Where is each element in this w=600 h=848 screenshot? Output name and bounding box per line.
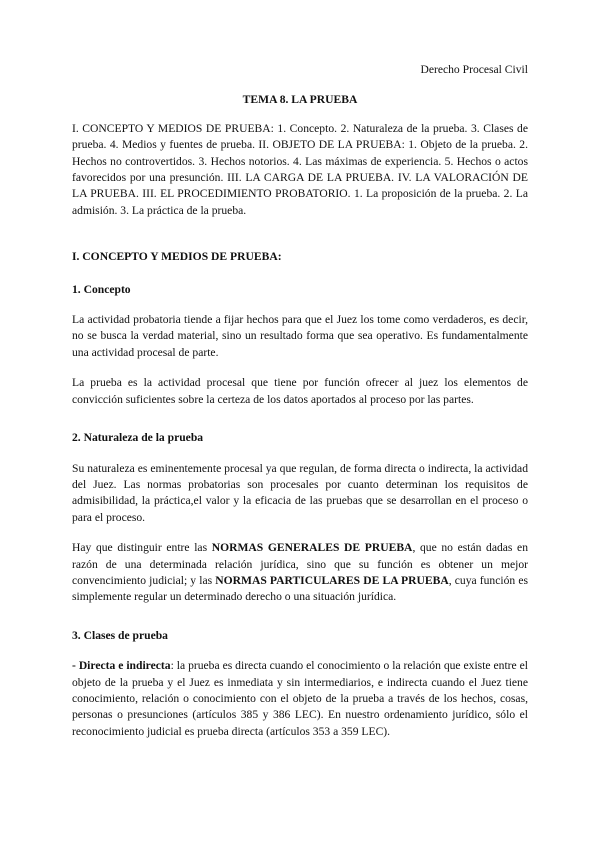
bold-term-directa-indirecta: - Directa e indirecta xyxy=(72,659,171,673)
paragraph-concepto-2: La prueba es la actividad procesal que tiene por función ofrecer al juez los elementos de convicción suficientes sobre la certeza de los datos aportados al proceso por las partes. xyxy=(72,376,528,406)
subsection-heading-concepto: 1. Concepto xyxy=(72,282,131,296)
paragraph-naturaleza-1: Su naturaleza es eminentemente procesal ya que regulan, de forma directa o indirecta, la actividad del Juez. Las normas probatorias son procesales por cuanto determinan los requisitos de admisibilidad, la práctica,el valor y la eficacia de las pruebas que se desarrollan en el proceso o para el proceso. xyxy=(72,461,528,524)
document-page xyxy=(72,62,528,754)
subsection-heading-naturaleza: 2. Naturaleza de la prueba xyxy=(72,431,204,445)
paragraph-naturaleza-2 xyxy=(72,540,528,606)
bold-term-normas-generales: NORMAS GENERALES DE PRUEBA xyxy=(211,541,413,555)
paragraph-concepto-1: La actividad probatoria tiende a fijar hechos para que el Juez los tome como verdaderos, es decir, no se busca la verdad material, sino un resultado forma que sea operativo. Es fundamentalmente una actividad procesal de parte. xyxy=(72,313,528,359)
subsection-heading-clases: 3. Clases de prueba xyxy=(72,628,168,642)
section-heading-concepto-medios: I. CONCEPTO Y MEDIOS DE PRUEBA: xyxy=(72,250,282,264)
document-title: TEMA 8. LA PRUEBA xyxy=(242,93,358,107)
text-run: , cuya función es simplemente regular un determinado derecho o una situación jurídica. xyxy=(72,573,528,604)
text-run: : la prueba es directa cuando el conocimiento o la relación que existe entre el objeto de la prueba y el Juez es inmediata y sin intermediarios, e indirecta cuando el Juez tiene conocimiento, relación o conocimiento con el objeto de la prueba a través de los hechos, cosas, personas o presunciones (artículos 385 y 386 LEC). En nuestro ordenamiento jurídico, sólo el reconocimiento judicial es prueba directa (artículos 353 a 359 LEC). xyxy=(72,659,528,738)
bold-term-normas-particulares: NORMAS PARTICULARES DE LA PRUEBA xyxy=(215,573,449,587)
text-run: , que no están dadas en razón de una determinada relación jurídica, sino que su función es obtener un mejor convencimiento judicial; y las xyxy=(72,541,528,587)
table-of-contents: I. CONCEPTO Y MEDIOS DE PRUEBA: 1. Concepto. 2. Naturaleza de la prueba. 3. Clases de prueba. 4. Medios y fuentes de prueba. II. OBJETO DE LA PRUEBA: 1. Objeto de la prueba. 2. Hechos no controvertidos. 3. Hechos notorios. 4. Las máximas de experiencia. 5. Hechos o actos favorecidos por una presunción. III. LA CARGA DE LA PRUEBA. IV. LA VALORACIÓN DE LA PRUEBA. III. EL PROCEDIMIENTO PROBATORIO. 1. La proposición de la prueba. 2. La admisión. 3. La práctica de la prueba. xyxy=(72,121,528,217)
text-run: Hay que distinguir entre las xyxy=(72,541,212,555)
running-header: Derecho Procesal Civil xyxy=(420,63,528,76)
paragraph-clases-1 xyxy=(72,658,528,740)
